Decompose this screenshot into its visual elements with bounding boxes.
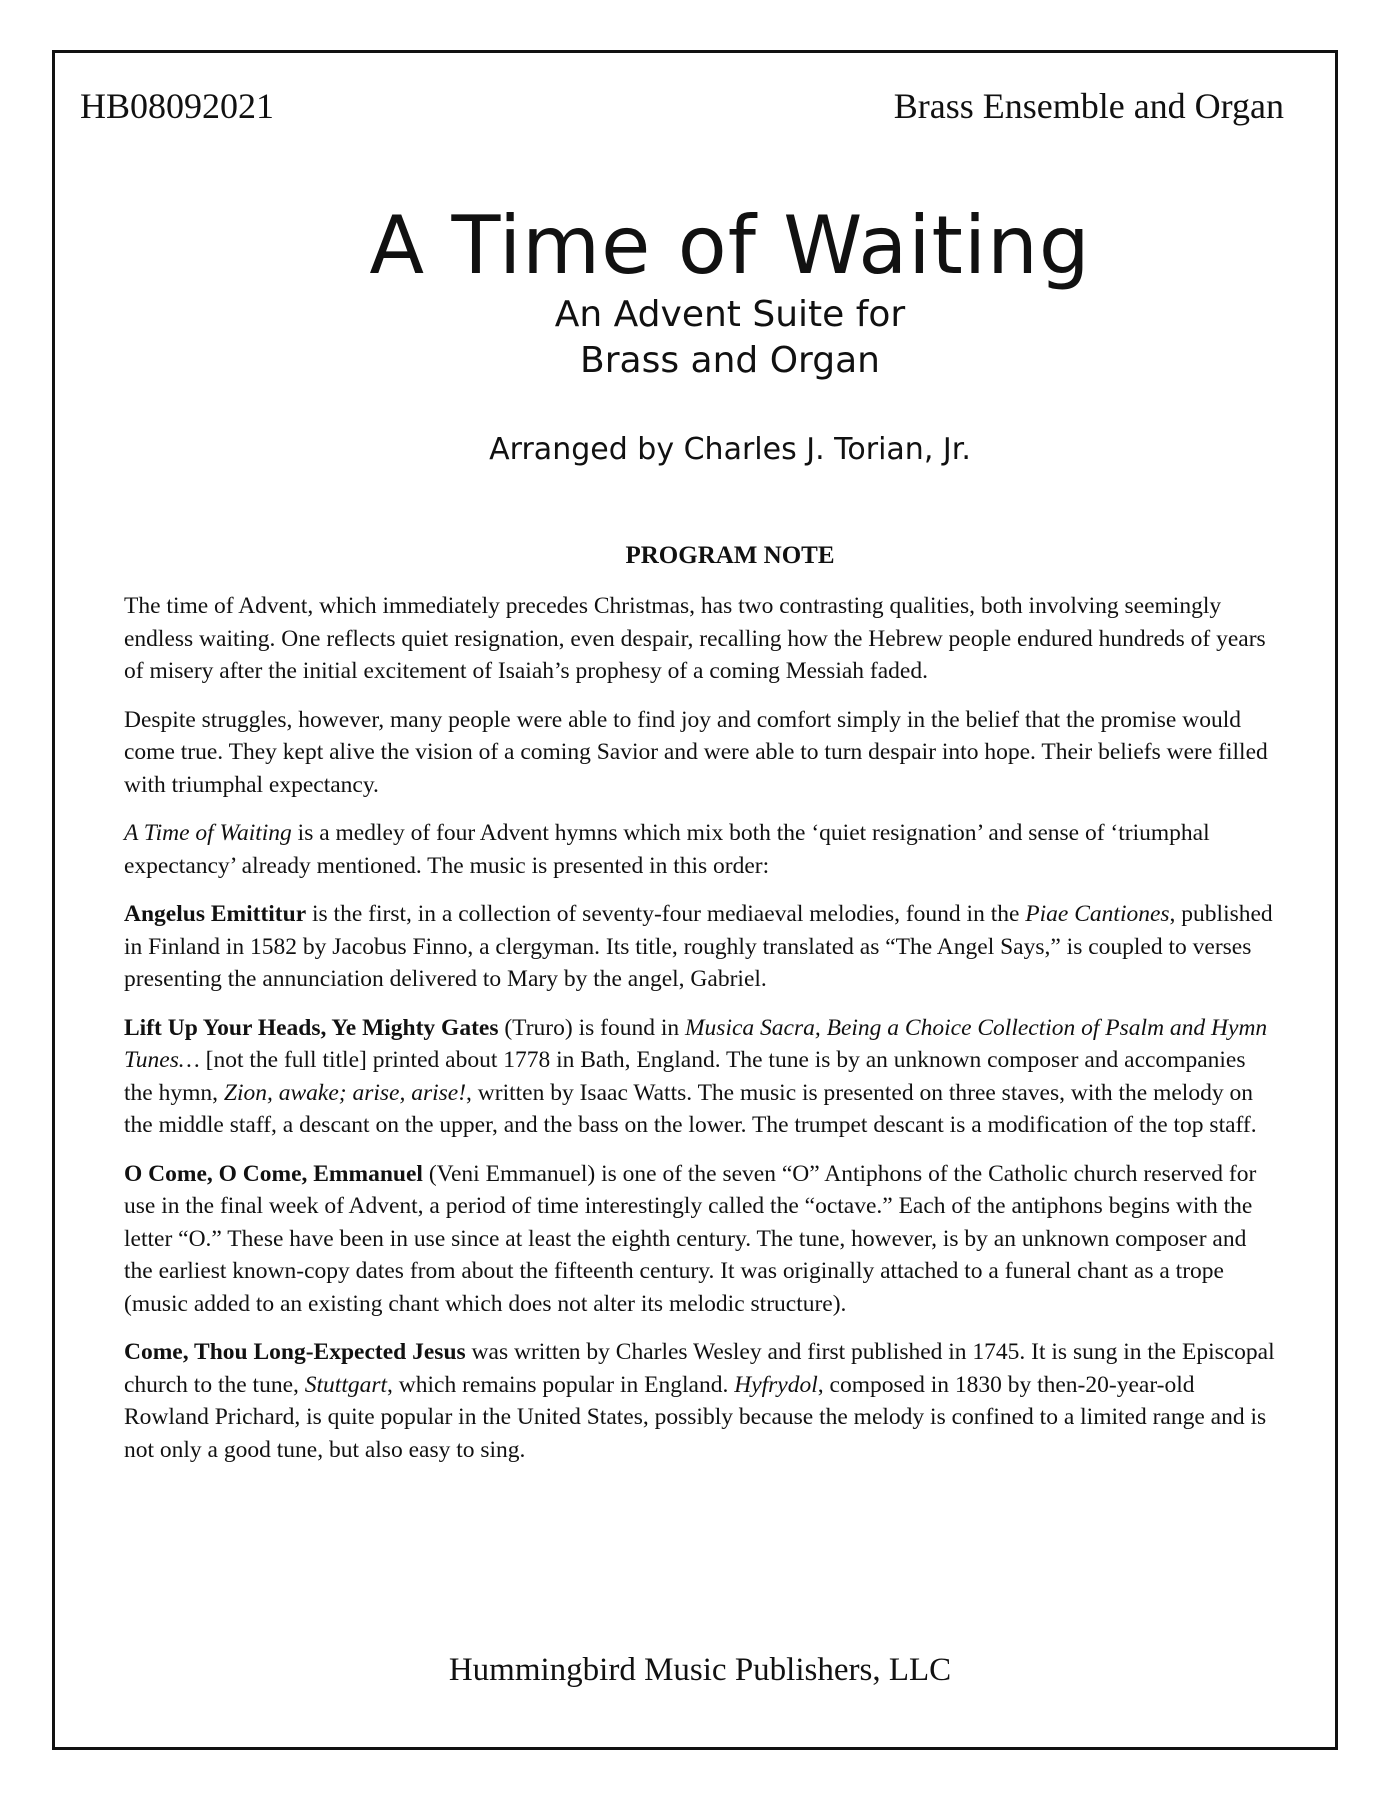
paragraph-text: , composed in 1830 by then-20-year-old Rowland Prichard, is quite popular in the United States, possibly because the melody is confined to a limited range and is not only a good tune, but also easy to sing. (124, 1371, 1267, 1463)
paragraph-lift-up (124, 1012, 1276, 1142)
publisher-name: Hummingbird Music Publishers, LLC (448, 1652, 952, 1688)
instrumentation: Brass Ensemble and Organ (893, 86, 1284, 126)
paragraph-3-text: is a medley of four Advent hymns which mix both the ‘quiet resignation’ and sense of ‘triumphal expectancy’ already mentioned. The music is presented in this order: (124, 820, 1210, 879)
paragraph-1: The time of Advent, which immediately precedes Christmas, has two contrasting qualities, both involving seemingly endless waiting. One reflects quiet resignation, even despair, recalling how the Hebrew people endured hundreds of years of misery after the initial excitement of Isaiah’s prophesy of a coming Messiah faded. (124, 593, 1266, 684)
paragraph-text: , published in Finland in 1582 by Jacobus Finno, a clergyman. Its title, roughly translated as “The Angel Says,” is coupled to verses presenting the annunciation delivered to Mary by the angel, Gabriel. (124, 901, 1273, 992)
zion-awake-italic: Zion, awake; arise, arise! (223, 1079, 467, 1106)
hymn-o-come-emmanuel: O Come, O Come, Emmanuel (124, 1160, 423, 1187)
piae-cantiones-italic: Piae Cantiones (1025, 901, 1170, 927)
paragraph-text: (Truro) is found in (498, 1014, 685, 1041)
paragraph-text: is the first, in a collection of seventy-four mediaeval melodies, found in the (306, 901, 1026, 927)
hyfrydol-italic: Hyfrydol (734, 1371, 818, 1398)
paragraph-come-thou (124, 1336, 1276, 1466)
paragraph-text: (Veni Emmanuel) is one of the seven “O” Antiphons of the Catholic church reserved for use in the final week of Advent, a period of time interestingly called the “octave.” Each of the antiphons begins with the letter “O.” These have been in use since at least the eighth century. The tune, however, is by an unknown composer and the earliest known-copy dates from about the fifteenth century. It was originally attached to a funeral chant as a trope (music added to an existing chant which does not alter its melodic structure). (124, 1160, 1257, 1317)
musica-sacra-italic: Musica Sacra, Being a Choice Collection of Psalm and Hymn Tunes… (124, 1014, 1268, 1073)
catalog-number: HB08092021 (80, 86, 275, 126)
page-title: A Time of Waiting (369, 199, 1091, 292)
paragraph-3 (124, 817, 1276, 882)
paragraph-text: was written by Charles Wesley and first published in 1745. It is sung in the Episcopal church to the tune, (124, 1339, 1275, 1398)
program-note-body (124, 590, 1276, 1482)
hymn-come-thou-long-expected-jesus: Come, Thou Long-Expected Jesus (124, 1339, 466, 1365)
paragraph-text: , written by Isaac Watts. The music is presented on three staves, with the melody on the middle staff, a descant on the upper, and the bass on the lower. The trumpet descant is a modification of the top staff. (124, 1079, 1257, 1138)
paragraph-o-come (124, 1158, 1276, 1321)
subtitle (30, 292, 1400, 384)
paragraph-angelus (124, 898, 1276, 996)
paragraph-2: Despite struggles, however, many people were able to find joy and comfort simply in the belief that the promise would come true. They kept alive the vision of a coming Savior and were able to turn despair into hope. Their beliefs were filled with triumphal expectancy. (124, 706, 1268, 798)
paragraph-text: [not the full title] printed about 1778 in Bath, England. The tune is by an unknown composer and accompanies the hymn, (124, 1047, 1246, 1106)
subtitle-line-2: Brass and Organ (580, 340, 880, 381)
paragraph-text: , which remains popular in England. (387, 1371, 735, 1398)
hymn-lift-up-your-heads: Lift Up Your Heads, Ye Mighty Gates (124, 1014, 499, 1041)
suite-title-italic: A Time of Waiting (124, 820, 292, 846)
stuttgart-italic: Stuttgart (304, 1371, 388, 1398)
hymn-angelus-emittitur: Angelus Emittitur (124, 901, 307, 927)
arranger-credit: Arranged by Charles J. Torian, Jr. (489, 432, 971, 467)
program-note-heading: PROGRAM NOTE (625, 542, 835, 569)
subtitle-line-1: An Advent Suite for (554, 294, 906, 335)
